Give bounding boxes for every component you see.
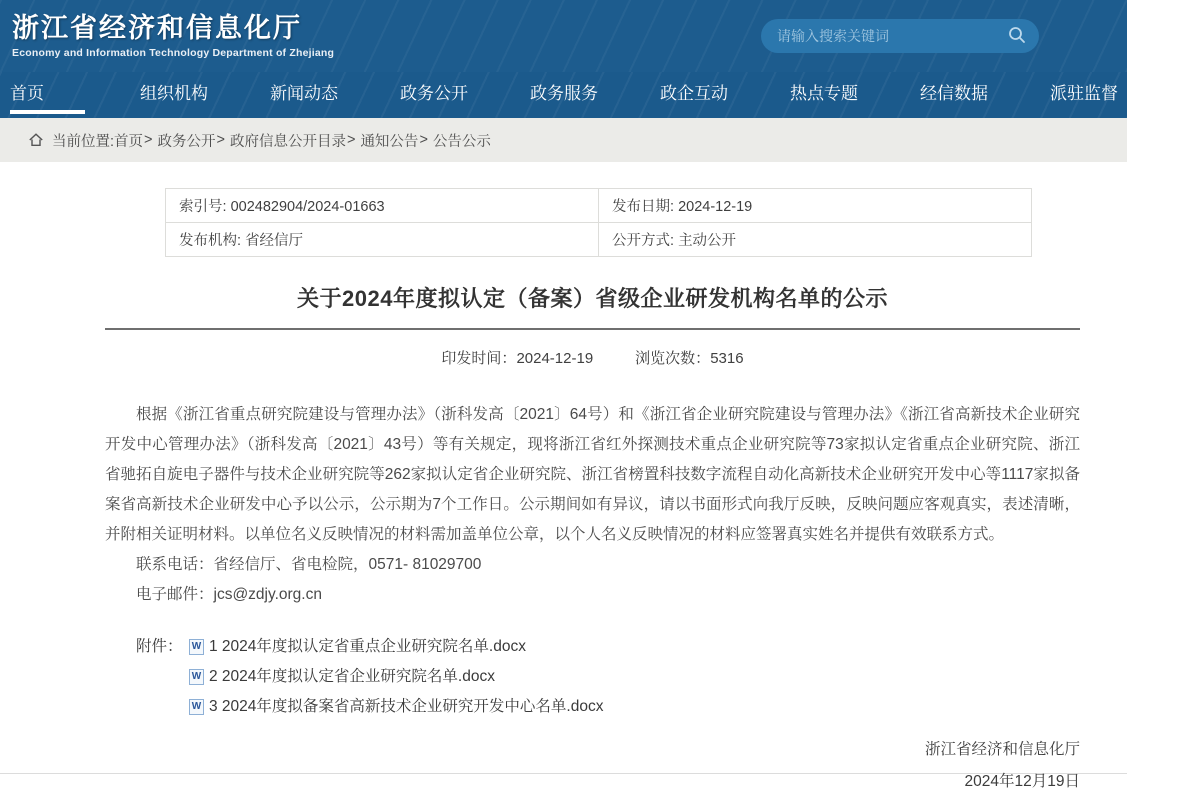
list-item <box>136 692 1080 722</box>
nav-item-gov-services[interactable] <box>530 72 660 118</box>
breadcrumb-separator: > <box>144 132 153 148</box>
nav-item-interaction[interactable] <box>660 72 790 118</box>
search-input[interactable] <box>777 28 1007 44</box>
article-meta <box>105 347 1080 368</box>
doc-agency-cell <box>166 223 599 257</box>
table-row <box>166 189 1032 223</box>
breadcrumb-separator: > <box>419 132 428 148</box>
title-divider <box>105 328 1080 330</box>
nav-item-label: 政务公开 <box>400 84 468 103</box>
main-navigation <box>0 72 1127 118</box>
signature-agency: 浙江省经济和信息化厅 <box>924 741 1080 758</box>
nav-item-label: 组织机构 <box>140 84 208 103</box>
print-time-label: 印发时间： <box>441 350 517 367</box>
print-time-value: 2024-12-19 <box>516 350 594 367</box>
site-subtitle: Economy and Information Technology Department of Zhejiang <box>12 46 335 59</box>
page-title: 关于2024年度拟认定（备案）省级企业研发机构名单的公示 <box>297 286 888 311</box>
search-bar[interactable] <box>761 19 1039 53</box>
attachments-section <box>105 632 1080 722</box>
nav-item-gov-disclosure[interactable] <box>400 72 530 118</box>
nav-item-label: 政企互动 <box>660 84 728 103</box>
nav-item-home[interactable] <box>10 72 140 118</box>
doc-date-label: 发布日期: <box>612 199 675 215</box>
views-value: 5316 <box>710 350 744 367</box>
contact-email: 电子邮件：jcs@zdjy.org.cn <box>136 586 322 603</box>
article-body-paragraph: 根据《浙江省重点研究院建设与管理办法》（浙科发高〔2021〕64号）和《浙江省企业研究院建设与管理办法》《浙江省高新技术企业研究开发中心管理办法》（浙科发高〔2021〕43号）等有关规定，现将浙江省红外探测技术重点企业研究院等73家拟认定省重点企业研究院、浙江省驰拓自旋电子器件与技术企业研究院等262家拟认定省企业研究院、浙江省榜置科技数字流程自动化高新技术企业研究开发中心等1117家拟备案省高新技术企业研发中心予以公示，公示期为7个工作日。公示期间如有异议，请以书面形式向我厅反映，反映问题应客观真实，表述清晰，并附相关证明材料。以单位名义反映情况的材料需加盖单位公章，以个人名义反映情况的材料应签署真实姓名并提供有效联系方式。 <box>105 406 1080 543</box>
breadcrumb-info-catalog[interactable]: 政府信息公开目录 <box>229 133 346 150</box>
nav-item-label: 政务服务 <box>530 84 598 103</box>
nav-item-news[interactable] <box>270 72 400 118</box>
doc-index-label: 索引号: <box>179 199 227 215</box>
doc-info-table <box>165 188 1032 257</box>
nav-item-label: 派驻监督 <box>1050 84 1118 103</box>
nav-item-label: 首页 <box>10 84 44 103</box>
doc-method-label: 公开方式: <box>612 233 675 249</box>
list-item <box>136 662 1080 692</box>
nav-item-supervision[interactable] <box>1050 72 1180 118</box>
doc-method-cell <box>599 223 1032 257</box>
site-title: 浙江省经济和信息化厅 <box>12 12 302 43</box>
doc-index-cell <box>166 189 599 223</box>
nav-item-hot-topics[interactable] <box>790 72 920 118</box>
breadcrumb-separator: > <box>216 132 225 148</box>
article-content <box>105 188 1080 798</box>
nav-item-organization[interactable] <box>140 72 270 118</box>
breadcrumb-announcements[interactable]: 公告公示 <box>432 133 491 150</box>
home-icon <box>28 132 44 148</box>
site-logo[interactable] <box>12 13 334 59</box>
breadcrumb-separator: > <box>346 132 356 148</box>
breadcrumb <box>0 118 1127 162</box>
nav-item-label: 新闻动态 <box>270 84 338 103</box>
breadcrumb-home[interactable]: 首页 <box>114 133 144 150</box>
breadcrumb-notices[interactable]: 通知公告 <box>360 133 419 150</box>
breadcrumb-prefix: 当前位置: <box>52 133 115 150</box>
doc-method-value: 主动公开 <box>678 233 737 249</box>
list-item <box>136 632 1080 662</box>
word-doc-icon: W <box>189 669 204 685</box>
doc-agency-value: 省经信厅 <box>245 233 304 249</box>
table-row <box>166 223 1032 257</box>
nav-item-industry-data[interactable] <box>920 72 1050 118</box>
signature-block <box>105 734 1080 798</box>
doc-agency-label: 发布机构: <box>179 233 242 249</box>
attachment-link-1[interactable]: 1 2024年度拟认定省重点企业研究院名单.docx <box>209 638 526 655</box>
site-header <box>0 0 1127 72</box>
signature-date: 2024年12月19日 <box>964 773 1080 790</box>
word-doc-icon: W <box>189 639 204 655</box>
search-button[interactable] <box>1007 25 1027 48</box>
doc-date-cell <box>599 189 1032 223</box>
nav-item-label: 热点专题 <box>790 84 858 103</box>
doc-index-value: 002482904/2024-01663 <box>230 199 385 215</box>
word-doc-icon: W <box>189 699 204 715</box>
views-label: 浏览次数： <box>635 350 711 367</box>
attachment-link-3[interactable]: 3 2024年度拟备案省高新技术企业研究开发中心名单.docx <box>209 698 604 715</box>
search-icon <box>1007 25 1027 48</box>
attachment-link-2[interactable]: 2 2024年度拟认定省企业研究院名单.docx <box>209 668 495 685</box>
nav-item-label: 经信数据 <box>920 84 988 103</box>
doc-date-value: 2024-12-19 <box>678 199 753 215</box>
contact-phone: 联系电话：省经信厅、省电检院，0571- 81029700 <box>136 556 482 573</box>
attachments-label: 附件： <box>136 638 183 655</box>
breadcrumb-gov-disclosure[interactable]: 政务公开 <box>157 133 216 150</box>
